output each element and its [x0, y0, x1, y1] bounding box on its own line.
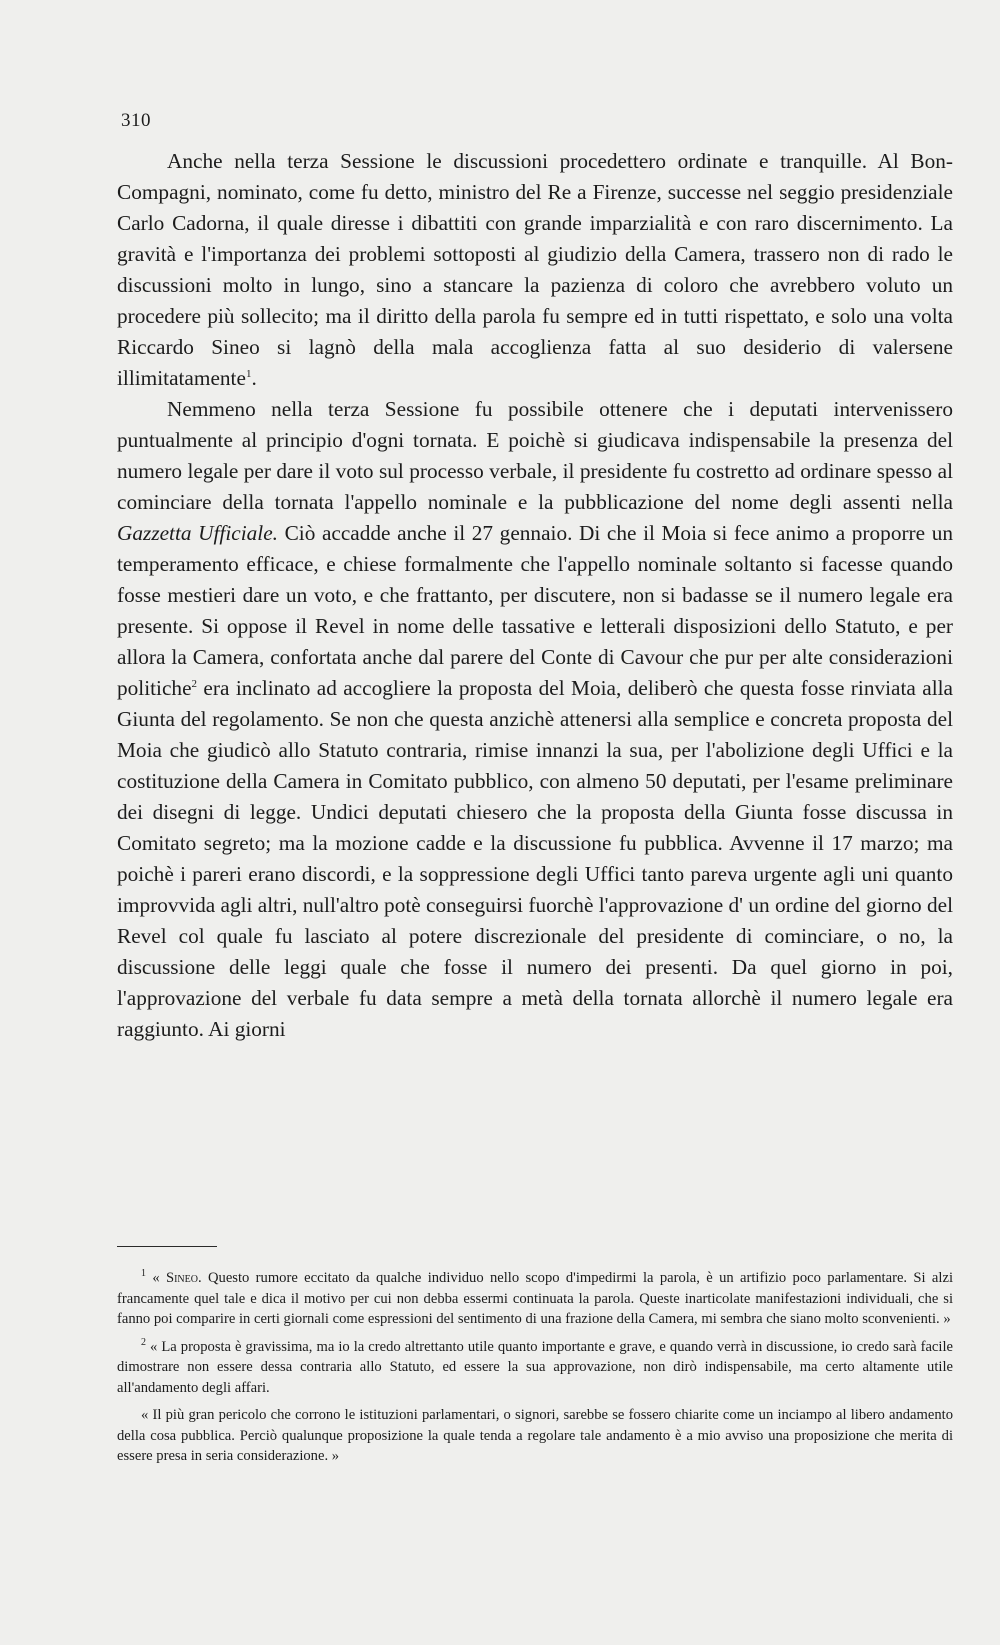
footnote-1-text: Questo rumore eccitato da qualche individuo nello scopo d'impedirmi la parola, è un artifizio poco parlamentare. Si alzi francamente quel tale e dica il motivo per cui non debba essermi continuata la parola. Queste inarticolate manifestazioni individuali, che si fanno poi comparire in certi giornali come espressioni del sentimento di una frazione della Camera, mi sembra che siano molto sconvenienti. » [117, 1270, 953, 1327]
paragraph-1-text: Anche nella terza Sessione le discussioni procedettero ordinate e tranquille. Al Bon-Compagni, nominato, come fu detto, ministro del Re a Firenze, successe nel seggio presidenziale Carlo Cadorna, il quale diresse i dibattiti con grande imparzialità e con raro discernimento. La gravità e l'importanza dei problemi sottoposti al giudizio della Camera, trassero non di rado le discussioni molto in lungo, sino a stancare la pazienza di coloro che avrebbero voluto un procedere più sollecito; ma il diritto della parola fu sempre ed in tutti rispettato, e solo una volta Riccardo Sineo si lagnò della mala accoglienza fatta al suo desiderio di valersene illimitatamente [117, 149, 953, 390]
paragraph-1 [117, 146, 953, 394]
paragraph-2-part3: era inclinato ad accogliere la proposta del Moia, deliberò che questa fosse rinviata alla Giunta del regolamento. Se non che questa anzichè attenersi alla semplice e concreta proposta del Moia che giudicò allo Statuto contraria, rimise innanzi la sua, per l'abolizione degli Uffici e la costituzione della Camera in Comitato pubblico, con almeno 50 deputati, per l'esame preliminare dei disegni di legge. Undici deputati chiesero che la proposta della Giunta fosse discussa in Comitato segreto; ma la mozione cadde e la discussione fu pubblica. Avvenne il 17 marzo; ma poichè i pareri erano discordi, e la soppressione degli Uffici tanto pareva urgente agli uni quanto improvvida agli altri, null'altro potè conseguirsi fuorchè l'approvazione d' un ordine del giorno del Revel col quale fu lasciato al potere discrezionale del presidente di cominciare, o no, la discussione delle leggi quale che fosse il numero dei presenti. Da quel giorno in poi, l'approvazione del verbale fu data sempre a metà della tornata allorchè il numero legale era raggiunto. Ai giorni [117, 676, 953, 1041]
footnote-2-text: « La proposta è gravissima, ma io la credo altrettanto utile quanto importante e grave, e quando verrà in discussione, io credo sarà facile dimostrare non essere dessa contraria allo Statuto, ed essere la sua approvazione, non dirò indispensabile, ma certo altamente utile all'andamento degli affari. [117, 1338, 953, 1396]
footnote-1 [117, 1268, 953, 1330]
footnote-divider [117, 1246, 217, 1247]
paragraph-1-end: . [251, 366, 257, 390]
paragraph-2 [117, 394, 953, 1045]
footnote-2 [117, 1337, 953, 1399]
footnote-2-continuation [117, 1405, 953, 1467]
paragraph-2-part1: Nemmeno nella terza Sessione fu possibile ottenere che i deputati intervenissero puntualmente al principio d'ogni tornata. E poichè si giudicava indispensabile la presenza del numero legale per dare il voto sul processo verbale, il presidente fu costretto ad ordinare spesso al cominciare della tornata l'appello nominale e la pubblicazione del nome degli assenti nella [117, 397, 953, 514]
footnote-1-mark: 1 [141, 1268, 146, 1280]
footnotes [117, 1268, 953, 1474]
footnote-2-continuation-text: « Il più gran pericolo che corrono le istituzioni parlamentari, o signori, sarebbe se fossero chiarite come un inciampo al libero andamento della cosa pubblica. Perciò qualunque proposizione la quale tenda a regolare tale andamento è a mio avviso una proposizione che merita di essere presa in seria considerazione. » [117, 1407, 953, 1464]
main-text [117, 146, 953, 1045]
paragraph-2-part2: Ciò accadde anche il 27 gennaio. Di che il Moia si fece animo a proporre un temperamento efficace, e chiese formalmente che l'appello nominale soltanto si facesse quando fosse mestieri dare un voto, e che frattanto, per discutere, non si badasse se il numero legale era presente. Si oppose il Revel in nome delle tassative e letterali disposizioni dello Statuto, e per allora la Camera, confortata anche dal parere del Conte di Cavour che pur per alte considerazioni politiche [117, 521, 953, 700]
footnote-ref-2: 2 [191, 677, 198, 690]
gazzetta-ufficiale-title: Gazzetta Ufficiale. [117, 521, 278, 545]
footnote-1-speaker: « Sineo. [152, 1270, 202, 1286]
footnote-ref-1: 1 [245, 367, 252, 380]
page-number: 310 [121, 110, 151, 131]
footnote-2-mark: 2 [141, 1336, 146, 1348]
